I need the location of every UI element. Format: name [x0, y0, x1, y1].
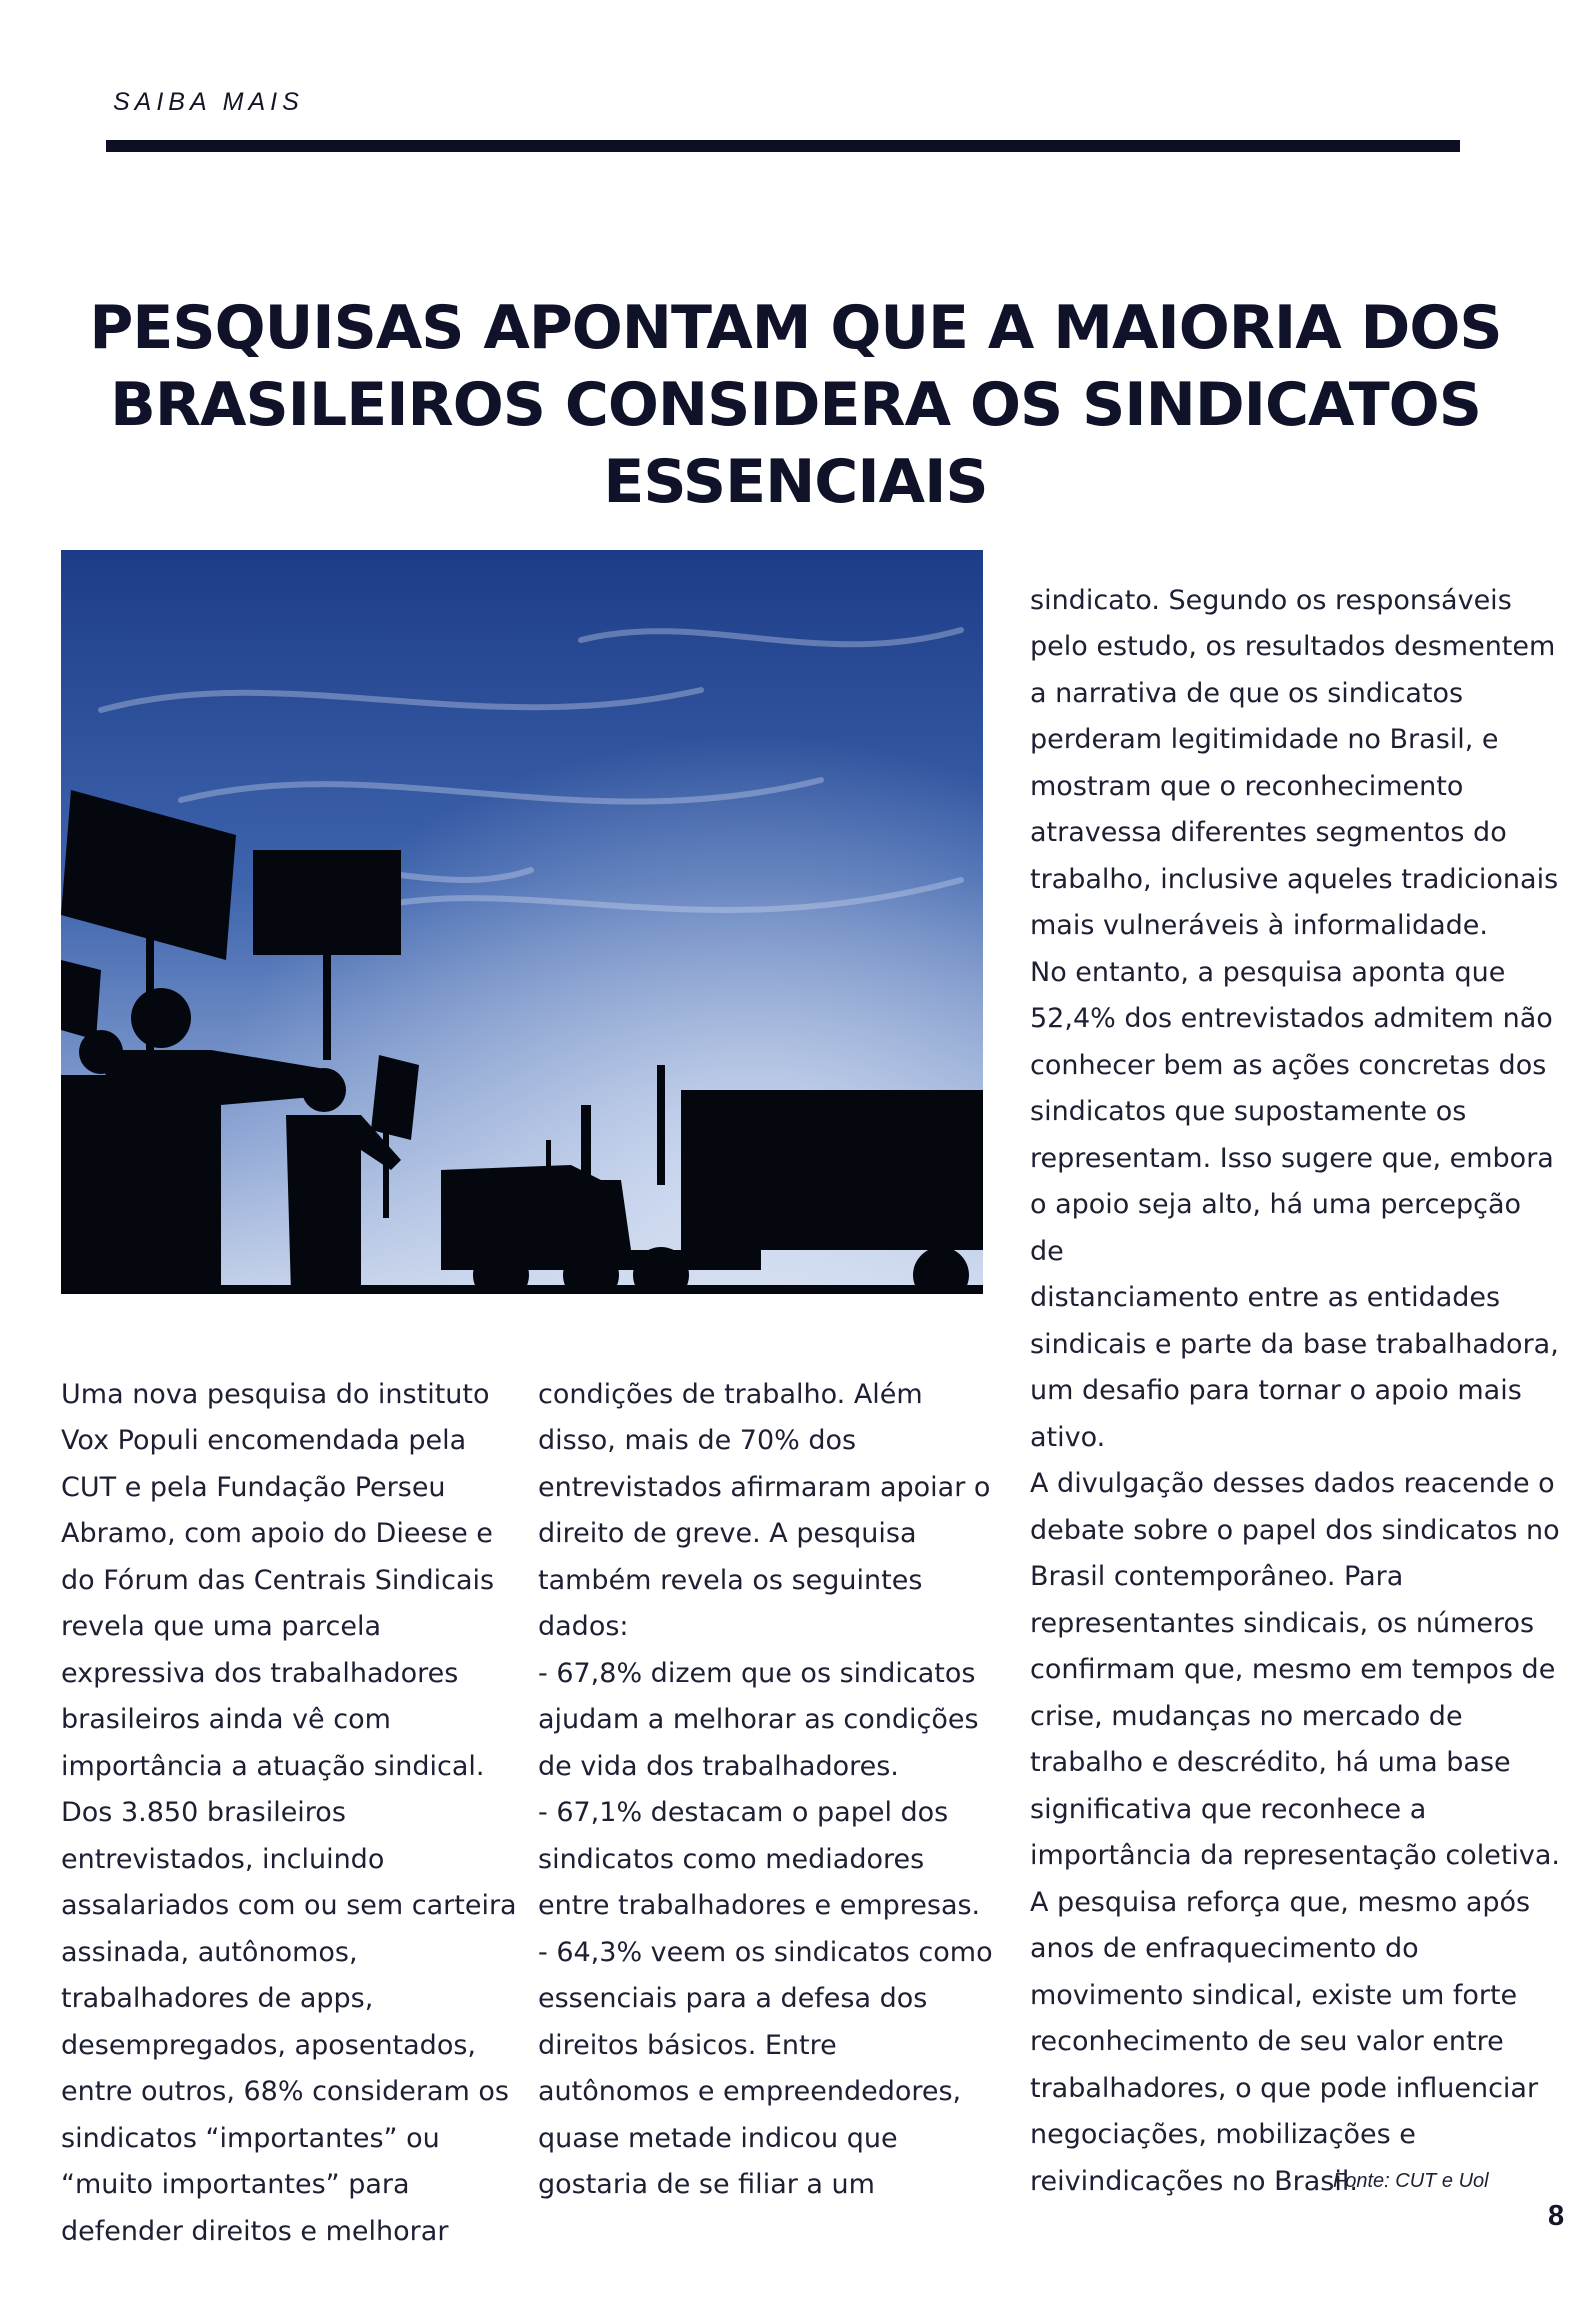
article-column-1: [61, 1325, 521, 2302]
column-2-text: condições de trabalho. Além disso, mais de 70% dos entrevistados afirmaram apoiar o direito de greve. A pesquisa também revela os seguintes dados: - 67,8% dizem que os sindicatos ajudam a melhorar as condições de vida dos trabalhadores. - 67,1% destacam o papel dos sindicatos como mediadores entre trabalhadores e empresas. - 64,3% veem os sindicatos como essenciais para a defesa dos direitos básicos. Entre autônomos e empreendedores, quase metade indicou que gostaria de se filiar a um: [538, 1378, 993, 2200]
top-rule: [106, 140, 1460, 152]
article-column-2: [538, 1325, 998, 2255]
article-title: PESQUISAS APONTAM QUE A MAIORIA DOS BRASILEIROS CONSIDERA OS SINDICATOS ESSENCIAIS: [89, 293, 1502, 517]
column-1-text: Uma nova pesquisa do instituto Vox Populi encomendada pela CUT e pela Fundação Perseu Abramo, com apoio do Dieese e do Fórum das Centrais Sindicais revela que uma parcela expressiva dos trabalhadores brasileiros ainda vê com importância a atuação sindical. Dos 3.850 brasileiros entrevistados, incluindo assalariados com ou sem carteira assinada, autônomos, trabalhadores de apps, desempregados, aposentados, entre outros, 68% consideram os sindicatos “importantes” ou “muito importantes” para defender direitos e melhorar: [61, 1378, 517, 2247]
article-column-3: [1030, 531, 1560, 2252]
protest-silhouette-image: [61, 550, 983, 1294]
column-3-text: sindicato. Segundo os responsáveis pelo estudo, os resultados desmentem a narrativa de que os sindicatos perderam legitimidade no Brasil, e mostram que o reconhecimento atravessa diferentes segmentos do trabalho, inclusive aqueles tradicionais mais vulneráveis à informalidade. No entanto, a pesquisa aponta que 52,4% dos entrevistados admitem não conhecer bem as ações concretas dos sindicatos que supostamente os representam. Isso sugere que, embora o apoio seja alto, há uma percepção de distanciamento entre as entidades sindicais e parte da base trabalhadora, um desafio para tornar o apoio mais ativo. A divulgação desses dados reacende o debate sobre o papel dos sindicatos no Brasil contemporâneo. Para representantes sindicais, os números confirmam que, mesmo em tempos de crise, mudanças no mercado de trabalho e descrédito, há uma base significativa que reconhece a importância da representação coletiva. A pesquisa reforça que, mesmo após anos de enfraquecimento do movimento sindical, existe um forte reconhecimento de seu valor entre trabalhadores, o que pode influenciar negociações, mobilizações e reivindicações no Brasil.: [1030, 584, 1561, 2197]
protest-photo: [61, 550, 983, 1294]
source-credit: Fonte: CUT e Uol: [1333, 2170, 1489, 2192]
section-label: SAIBA MAIS: [113, 88, 304, 116]
page-number: 8: [1548, 2200, 1565, 2232]
